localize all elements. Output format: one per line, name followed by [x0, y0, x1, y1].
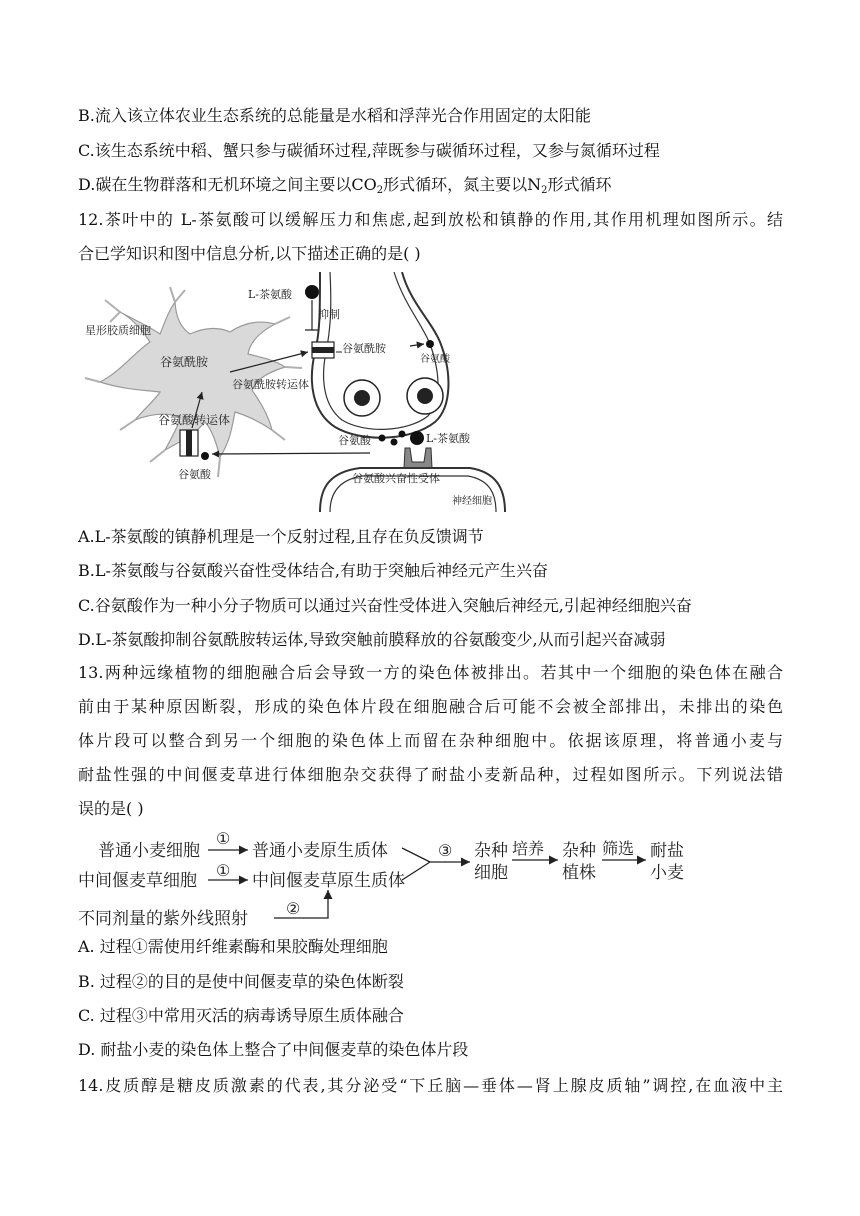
- grass-protoplast-label: 中间偃麦草原生质体: [252, 871, 405, 891]
- astrocyte-label: 星形胶质细胞: [85, 324, 151, 337]
- glutamate-dot-astro: [201, 452, 209, 460]
- synapse-diagram: [80, 272, 520, 512]
- synaptic-vesicles: [344, 378, 443, 416]
- salt-wheat-2: 小麦: [650, 863, 684, 883]
- q12-option-d: D.L-茶氨酸抑制谷氨酰胺转运体,导致突触前膜释放的谷氨酸变少,从而引起兴奋减弱: [78, 630, 666, 649]
- step1a-label: ①: [216, 829, 231, 848]
- q14-stem-line1: 14.皮质醇是糖皮质激素的代表,其分泌受“下丘脑—垂体—肾上腺皮质轴”调控,在血液中主: [78, 1076, 783, 1095]
- receptor-icon: [404, 448, 432, 468]
- neuron-label: 神经细胞: [452, 496, 492, 507]
- glutamine-transporter-label: 谷氨酰胺转运体: [232, 378, 309, 391]
- q13-option-d: D. 耐盐小麦的染色体上整合了中间偃麦草的染色体片段: [78, 1040, 469, 1059]
- salt-wheat-1: 耐盐: [650, 841, 684, 861]
- q13-option-c: C. 过程③中常用灭活的病毒诱导原生质体融合: [78, 1006, 404, 1025]
- q13-option-b: B. 过程②的目的是使中间偃麦草的染色体断裂: [78, 972, 404, 991]
- q12-stem-line1: 12.茶叶中的 L-茶氨酸可以缓解压力和焦虑,起到放松和镇静的作用,其作用机理如图所示。结: [78, 210, 783, 229]
- q13-stem-line4: 耐盐性强的中间偃麦草进行体细胞杂交获得了耐盐小麦新品种，过程如图所示。下列说法错: [78, 765, 783, 784]
- q11-option-b: B.流入该立体农业生态系统的总能量是水稻和浮萍光合作用固定的太阳能: [78, 106, 591, 125]
- hybridization-flow-diagram: [78, 826, 718, 936]
- q13-option-a: A. 过程①需使用纤维素酶和果胶酶处理细胞: [78, 937, 388, 956]
- wheat-protoplast-label: 普通小麦原生质体: [252, 841, 388, 861]
- l-theanine-dot-top: [305, 285, 319, 299]
- q12-stem-line2: 合已学知识和图中信息分析,以下描述正确的是( ): [78, 244, 421, 263]
- inhibit-label: 抑制: [318, 308, 340, 321]
- l-theanine-dot-cleft: [410, 431, 424, 445]
- l-theanine-cleft-label: L-茶氨酸: [426, 432, 471, 445]
- hybrid-cell-1: 杂种: [474, 841, 508, 861]
- glutamine-syn-label: 谷氨酰胺: [342, 342, 386, 355]
- q11-option-d: D.碳在生物群落和无机环境之间主要以$CO_2$形式循环，氮主要以$N_2$形式循环: [78, 175, 612, 196]
- q12-option-b: B.L-茶氨酸与谷氨酸兴奋性受体结合,有助于突触后神经元产生兴奋: [78, 561, 548, 580]
- glutamate-transporter-label: 谷氨酸转运体: [158, 413, 231, 427]
- glutamate-cleft-label: 谷氨酸: [338, 434, 371, 447]
- screen-label: 筛选: [602, 839, 635, 858]
- step3-label: ③: [438, 841, 453, 860]
- q13-stem-line3: 体片段可以整合到另一个细胞的染色体上而留在杂种细胞中。依据该原理，将普通小麦与: [78, 731, 783, 750]
- q12-option-a: A.L-茶氨酸的镇静机理是一个反射过程,且存在负反馈调节: [78, 527, 484, 546]
- receptor-label: 谷氨酸兴奋性受体: [352, 472, 440, 485]
- l-theanine-top-label: L-茶氨酸: [248, 288, 293, 301]
- step2-label: ②: [286, 899, 301, 918]
- glutamate-dot-syn: [426, 340, 434, 348]
- wheat-cell-label: 普通小麦细胞: [98, 841, 200, 861]
- uv-label: 不同剂量的紫外线照射: [78, 909, 248, 929]
- glutamine-astro-label: 谷氨酰胺: [160, 355, 209, 369]
- q12-option-c: C.谷氨酸作为一种小分子物质可以通过兴奋性受体进入突触后神经元,引起神经细胞兴奋: [78, 596, 692, 615]
- q13-stem-line2: 前由于某种原因断裂，形成的染色体片段在细胞融合后可能不会被全部排出，未排出的染色: [78, 697, 783, 716]
- glutamate-syn-label: 谷氨酸: [420, 354, 450, 365]
- grass-cell-label: 中间偃麦草细胞: [78, 871, 197, 891]
- q13-stem-line1: 13.两种远缘植物的细胞融合后会导致一方的染色体被排出。若其中一个细胞的染色体在融合: [78, 663, 783, 682]
- step1b-label: ①: [216, 861, 231, 880]
- hybrid-plant-1: 杂种: [562, 841, 596, 861]
- q13-stem-line5: 误的是( ): [78, 799, 144, 818]
- hybrid-cell-2: 细胞: [474, 863, 508, 883]
- q11-option-c: C.该生态系统中稻、蟹只参与碳循环过程,萍既参与碳循环过程，又参与氮循环过程: [78, 141, 660, 160]
- hybrid-plant-2: 植株: [562, 863, 596, 883]
- glutamate-astro-label: 谷氨酸: [178, 468, 211, 481]
- culture-label: 培养: [512, 839, 545, 858]
